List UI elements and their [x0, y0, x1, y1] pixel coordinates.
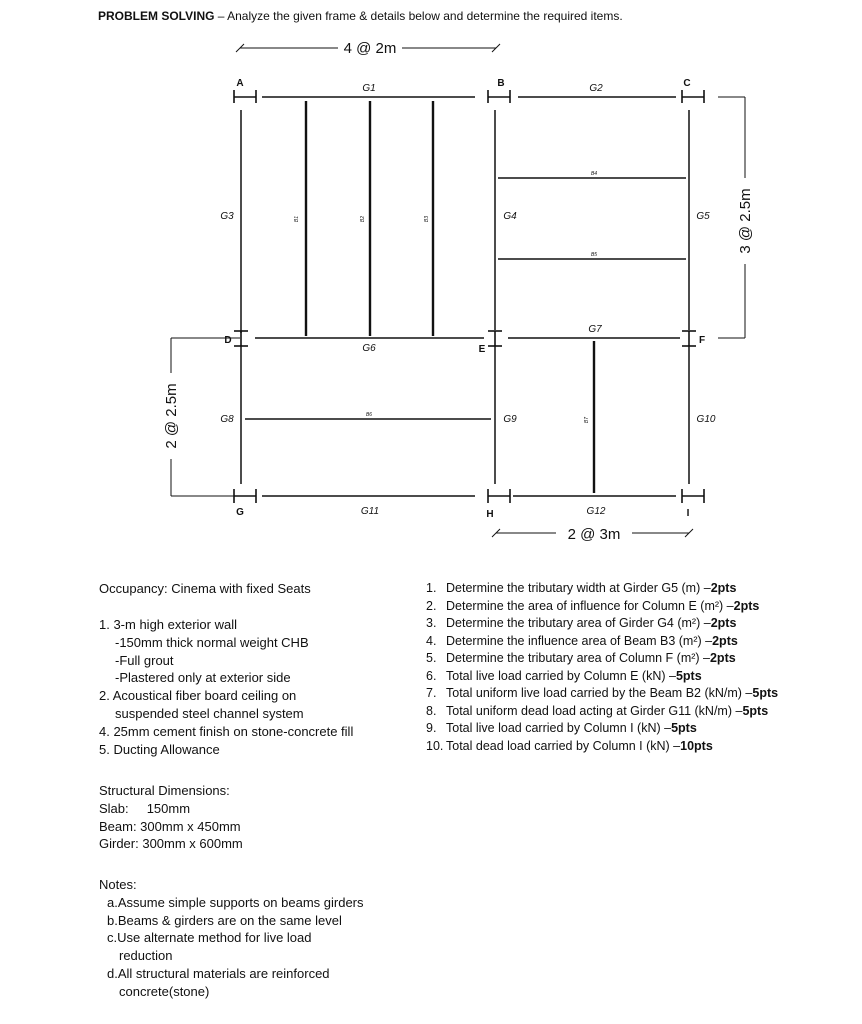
- load-item: -150mm thick normal weight CHB: [115, 634, 309, 650]
- beam-dimension: Beam: 300mm x 450mm: [99, 818, 241, 834]
- occupancy-text: Occupancy: Cinema with fixed Seats: [99, 581, 311, 596]
- question-item: 3. Determine the tributary area of Girder G4 (m²) – 2pts: [426, 616, 737, 630]
- label-girder-g10: G10: [696, 414, 716, 425]
- label-girder-g8: G8: [220, 414, 234, 425]
- slab-dimension: Slab: 150mm: [99, 800, 191, 816]
- label-girder-g2: G2: [589, 83, 603, 94]
- questions-list: [426, 580, 778, 755]
- label-beam-b4: B4: [590, 171, 598, 177]
- label-column-d: D: [224, 335, 232, 346]
- question-item: 9. Total live load carried by Column I (kN) – 5pts: [426, 721, 697, 735]
- label-girder-g4: G4: [503, 211, 517, 222]
- load-item: -Full grout: [115, 652, 174, 668]
- label-girder-g12: G12: [586, 506, 606, 517]
- label-column-b: B: [497, 78, 505, 89]
- question-item: 2. Determine the area of influence for Column E (m²) – 2pts: [426, 598, 760, 613]
- label-girder-g5: G5: [696, 211, 710, 222]
- loads-list: [99, 616, 353, 758]
- label-beam-b7: B7: [584, 416, 590, 424]
- question-item: 8. Total uniform dead load acting at Girder G11 (kN/m) – 5pts: [426, 703, 769, 718]
- label-girder-g9: G9: [503, 414, 517, 425]
- column-h: [488, 489, 510, 503]
- load-item: 1. 3-m high exterior wall: [99, 617, 237, 632]
- label-column-h: H: [486, 509, 494, 520]
- label-column-f: F: [698, 335, 706, 346]
- column-b: [488, 90, 510, 103]
- column-i: [682, 489, 704, 503]
- label-girder-g11: G11: [360, 506, 380, 517]
- structural-title: Structural Dimensions:: [99, 783, 230, 798]
- load-item: 4. 25mm cement finish on stone-concrete fill: [99, 723, 354, 739]
- label-column-i: I: [686, 508, 690, 519]
- question-item: 4. Determine the influence area of Beam B3 (m²) – 2pts: [426, 633, 738, 648]
- label-column-g: G: [236, 507, 244, 518]
- dimension-lines: [171, 44, 745, 537]
- note-d: d.All structural materials are reinforced: [107, 965, 330, 981]
- column-g: [234, 489, 256, 503]
- note-d-continued: concrete(stone): [119, 983, 210, 999]
- load-item: 2. Acoustical fiber board ceiling on: [99, 688, 297, 704]
- question-item: 1. Determine the tributary width at Girder G5 (m) – 2pts: [426, 581, 737, 595]
- dim-top: 4 @ 2m: [343, 40, 397, 57]
- notes-block: [99, 876, 364, 1001]
- question-item: 6. Total live load carried by Column E (kN) – 5pts: [426, 668, 702, 683]
- question-item: 5. Determine the tributary area of Column F (m²) – 2pts: [426, 651, 736, 665]
- label-beam-b1: B1: [294, 215, 300, 223]
- dim-right: 3 @ 2.5m: [737, 188, 754, 254]
- column-e: [488, 331, 502, 346]
- label-beam-b5: B5: [590, 252, 598, 258]
- dim-bottom: 2 @ 3m: [567, 526, 621, 543]
- label-column-a: A: [236, 78, 244, 89]
- problem-label: PROBLEM SOLVING: [98, 9, 215, 23]
- label-girder-g1: G1: [362, 83, 376, 94]
- note-b: b.Beams & girders are on the same level: [107, 912, 342, 928]
- girder-dimension: Girder: 300mm x 600mm: [99, 836, 243, 852]
- dim-left: 2 @ 2.5m: [163, 383, 180, 449]
- notes-title: Notes:: [99, 877, 137, 892]
- column-f: [682, 331, 696, 346]
- structural-dimensions: [99, 782, 243, 853]
- note-c-continued: reduction: [119, 948, 173, 964]
- question-item: 7. Total uniform live load carried by the Beam B2 (kN/m) – 5pts: [426, 686, 779, 700]
- column-c: [682, 90, 704, 103]
- load-item: suspended steel channel system: [115, 705, 304, 721]
- load-item: -Plastered only at exterior side: [115, 670, 291, 686]
- column-a: [234, 90, 256, 103]
- note-a: a.Assume simple supports on beams girders: [107, 894, 364, 910]
- label-beam-b3: B3: [424, 215, 430, 223]
- load-item: 5. Ducting Allowance: [99, 741, 220, 757]
- label-girder-g7: G7: [588, 324, 602, 335]
- note-c: c.Use alternate method for live load: [107, 930, 312, 946]
- problem-instructions: – Analyze the given frame & details below and determine the required items.: [214, 9, 623, 23]
- label-beam-b6: B6: [365, 412, 373, 418]
- label-beam-b2: B2: [360, 215, 366, 223]
- question-item: 10. Total dead load carried by Column I (kN) – 10pts: [426, 738, 713, 753]
- label-girder-g3: G3: [220, 211, 234, 222]
- label-column-e: E: [478, 344, 486, 355]
- label-girder-g6: G6: [362, 343, 376, 354]
- label-column-c: C: [683, 78, 691, 89]
